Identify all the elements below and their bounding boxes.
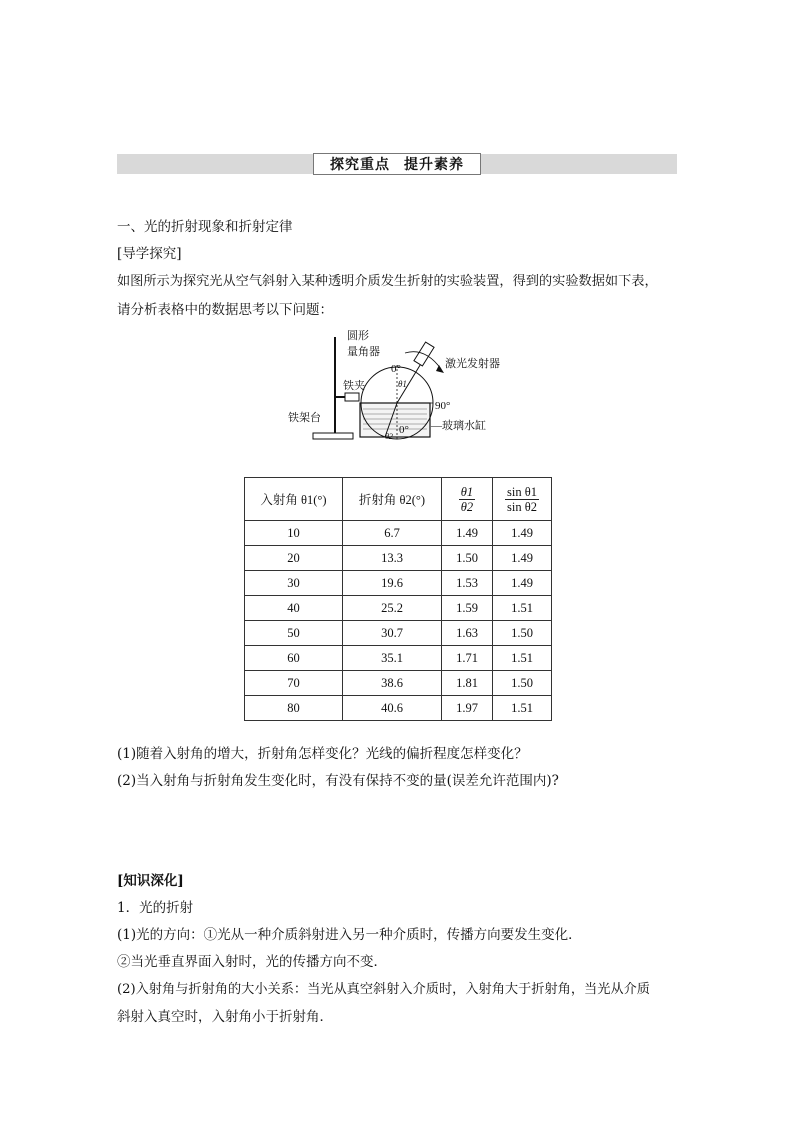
experiment-diagram — [285, 325, 515, 445]
section-heading: 一、光的折射现象和折射定律 — [117, 219, 293, 235]
banner-left-text: 探究重点 — [330, 157, 390, 173]
section-banner — [313, 153, 481, 175]
guide-heading: [导学探究] — [117, 246, 182, 262]
clamp — [345, 393, 359, 401]
header-incident-angle: 入射角 θ1(°) — [245, 478, 343, 521]
table-row: 70 38.6 1.81 1.50 — [245, 671, 552, 696]
table-row: 10 6.7 1.49 1.49 — [245, 521, 552, 546]
label-0-top: 0° — [391, 363, 401, 375]
knowledge-line-3: (2)入射角与折射角的大小关系：当光从真空斜射入介质时，入射角大于折射角，当光从介质 — [117, 982, 650, 997]
intro-line-1: 如图所示为探究光从空气斜射入某种透明介质发生折射的实验装置，得到的实验数据如下表， — [117, 274, 658, 289]
knowledge-line-1: (1)光的方向：①光从一种介质斜射进入另一种介质时，传播方向要发生变化． — [117, 927, 582, 943]
table-row: 40 25.2 1.59 1.51 — [245, 596, 552, 621]
question-1: (1)随着入射角的增大，折射角怎样变化？光线的偏折程度怎样变化？ — [117, 746, 528, 762]
label-theta1: θ1 — [398, 379, 407, 389]
banner-right-text: 提升素养 — [404, 157, 464, 173]
table-header-row — [245, 478, 552, 521]
knowledge-item-1: 1．光的折射 — [117, 900, 194, 916]
table-row: 80 40.6 1.97 1.51 — [245, 696, 552, 721]
header-angle-ratio: $\frac{\theta 1}{\theta 2}$ — [442, 478, 493, 521]
stand-base — [313, 433, 353, 439]
header-sine-ratio: $\frac{\text{sin θ1}}{\text{sin θ2}}$ — [493, 478, 552, 521]
knowledge-line-4: 斜射入真空时，入射角小于折射角． — [117, 1009, 333, 1025]
question-2: (2)当入射角与折射角发生变化时，有没有保持不变的量(误差允许范围内)? — [117, 773, 559, 789]
label-laser: 激光发射器 — [445, 358, 500, 370]
table-row: 20 13.3 1.50 1.49 — [245, 546, 552, 571]
label-clamp: 铁夹 — [343, 380, 365, 392]
table-row: 60 35.1 1.71 1.51 — [245, 646, 552, 671]
label-protractor-2: 量角器 — [347, 346, 380, 358]
knowledge-heading: [知识深化] — [117, 873, 184, 889]
knowledge-line-2: ②当光垂直界面入射时，光的传播方向不变． — [117, 954, 387, 970]
table-row: 30 19.6 1.53 1.49 — [245, 571, 552, 596]
table-row: 50 30.7 1.63 1.50 — [245, 621, 552, 646]
label-90: 90° — [435, 400, 451, 412]
label-0-bottom: 0° — [399, 424, 409, 436]
label-theta2: θ2 — [385, 432, 393, 441]
label-stand: 铁架台 — [288, 412, 321, 424]
label-protractor-1: 圆形 — [347, 330, 369, 342]
data-table — [244, 477, 552, 721]
header-refraction-angle: 折射角 θ2(°) — [343, 478, 442, 521]
intro-line-2: 请分析表格中的数据思考以下问题： — [117, 302, 333, 318]
label-tank: —玻璃水缸 — [431, 420, 486, 432]
